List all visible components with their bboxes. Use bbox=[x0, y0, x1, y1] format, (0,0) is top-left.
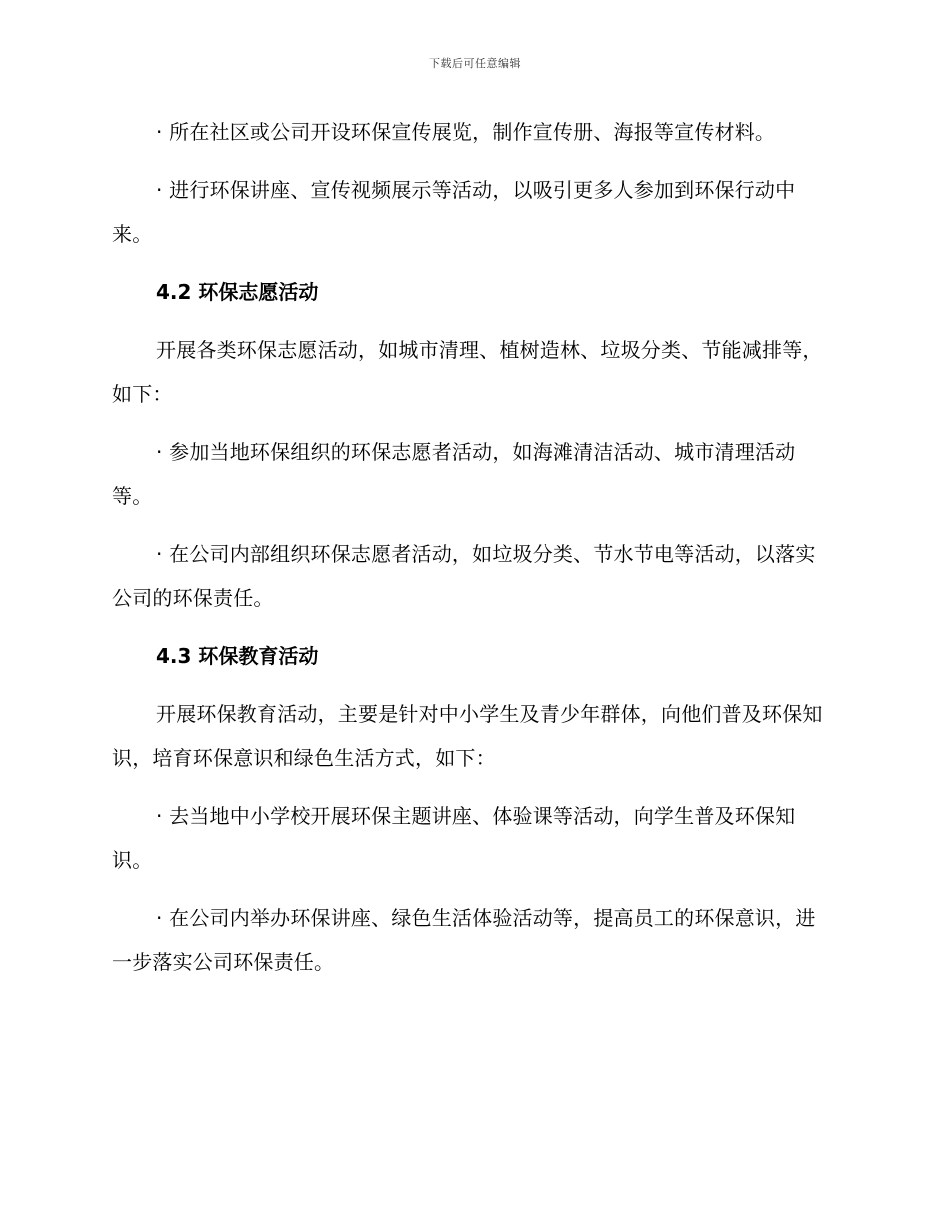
section-heading-4-3: 4.3 环保教育活动 bbox=[156, 644, 319, 668]
paragraph-education-intro: 开展环保教育活动，主要是针对中小学生及青少年群体，向他们普及环保知识，培育环保意识和绿色生活方式，如下： bbox=[112, 702, 823, 770]
document-body bbox=[112, 110, 830, 998]
paragraph-volunteer-intro: 开展各类环保志愿活动，如城市清理、植树造林、垃圾分类、节能减排等，如下： bbox=[112, 338, 823, 406]
bullet-paragraph-lectures: · 进行环保讲座、宣传视频展示等活动，以吸引更多人参加到环保行动中来。 bbox=[112, 178, 796, 246]
page-header-note: 下载后可任意编辑 bbox=[429, 57, 521, 70]
bullet-paragraph-company-lectures: · 在公司内举办环保讲座、绿色生活体验活动等，提高员工的环保意识，进一步落实公司环保责任。 bbox=[112, 906, 816, 974]
bullet-paragraph-company-volunteer: · 在公司内部组织环保志愿者活动，如垃圾分类、节水节电等活动，以落实公司的环保责任。 bbox=[112, 542, 816, 610]
bullet-paragraph-school-lectures: · 去当地中小学校开展环保主题讲座、体验课等活动，向学生普及环保知识。 bbox=[112, 804, 796, 872]
bullet-paragraph-exhibition: · 所在社区或公司开设环保宣传展览，制作宣传册、海报等宣传材料。 bbox=[156, 120, 776, 144]
section-heading-4-2: 4.2 环保志愿活动 bbox=[156, 280, 319, 304]
bullet-paragraph-local-volunteer: · 参加当地环保组织的环保志愿者活动，如海滩清洁活动、城市清理活动等。 bbox=[112, 440, 796, 508]
